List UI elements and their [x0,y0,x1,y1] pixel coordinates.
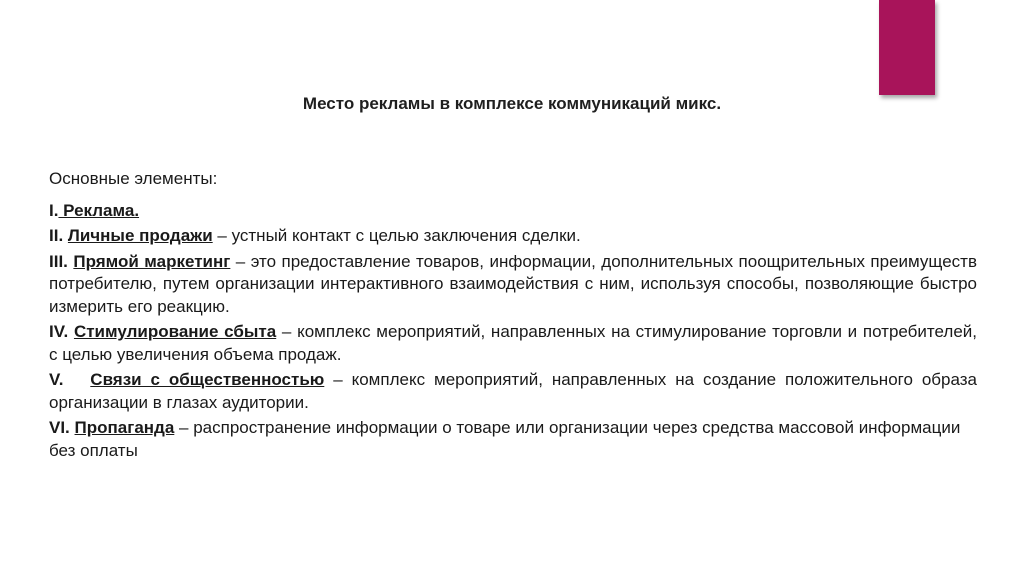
item-term: Пропаганда [74,418,175,437]
list-item-public-relations [49,369,977,414]
item-number: VI. [49,418,70,437]
item-description: – устный контакт с целью заключения сделки. [212,226,581,245]
item-term: Связи с общественностью [90,370,325,389]
item-number: I. [49,200,59,220]
item-number: V. [49,370,64,389]
item-number: IV. [49,322,69,341]
item-term: Личные продажи [67,226,213,245]
item-description: – распространение информации о товаре или организации через средства массовой информации без оплаты [49,418,961,460]
list-item-sales-promotion [49,321,977,366]
list-item-personal-selling [49,225,977,248]
slide-content [49,168,977,465]
item-description: – комплекс мероприятий, направленных на стимулирование торговли и потребителей, с целью увеличения объема продаж. [49,322,977,364]
item-term: Стимулирование сбыта [73,322,277,341]
item-term: Реклама. [58,200,140,220]
intro-text: Основные элементы: [49,169,218,188]
item-description: – комплекс мероприятий, направленных на создание положительного образа организации в глазах аудитории. [49,370,978,412]
slide-title: Место рекламы в комплексе коммуникаций микс. [302,94,722,113]
list-item-propaganda [49,417,977,462]
item-term: Прямой маркетинг [73,251,231,271]
item-description: – это предоставление товаров, информации, дополнительных поощрительных преимуществ потребителю, путем организации интерактивного взаимодействия с ним, используя способы, позволяющие быстро измерить его реакцию. [49,251,977,316]
list-item-direct-marketing [49,251,977,319]
list-item-advertising [49,200,977,223]
item-number: III. [49,251,68,271]
item-number: II. [49,226,64,245]
accent-bar [879,0,935,95]
